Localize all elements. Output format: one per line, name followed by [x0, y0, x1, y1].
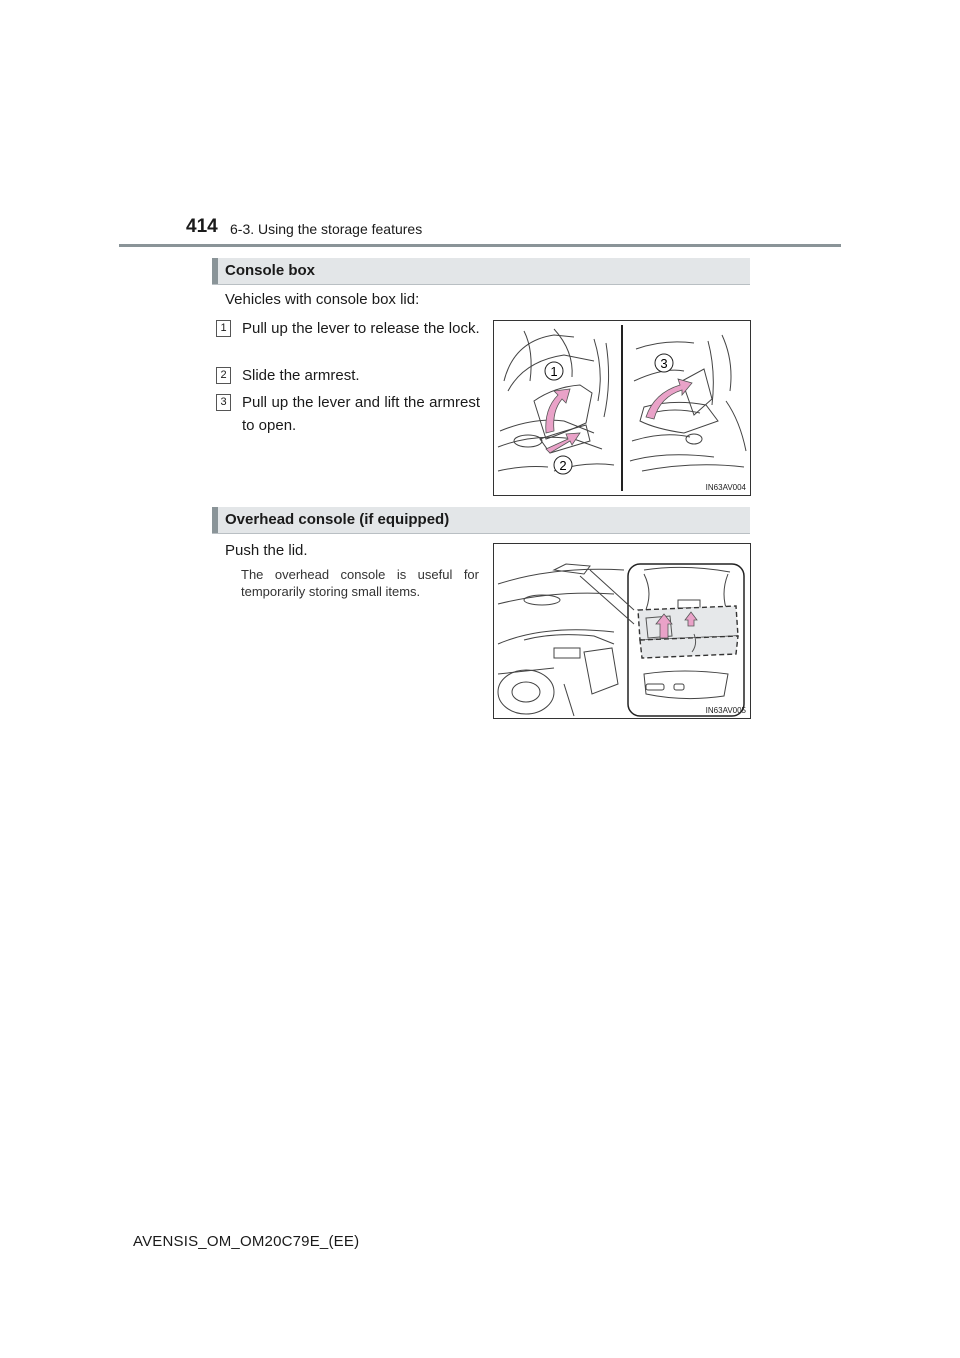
overhead-console-note: The overhead console is useful for temporarily storing small items.: [241, 567, 479, 599]
heading-bar: [212, 258, 218, 284]
step-number-2: 2: [216, 367, 231, 384]
footer-doc-id: AVENSIS_OM_OM20C79E_(EE): [133, 1233, 360, 1250]
overhead-console-intro: Push the lid.: [225, 542, 308, 559]
overhead-console-figure: [493, 543, 751, 719]
page-number: 414: [186, 216, 218, 237]
callout-2: 2: [559, 458, 567, 473]
console-box-heading: [212, 258, 750, 285]
step-text-1: Pull up the lever to release the lock.: [242, 320, 480, 337]
heading-bar: [212, 507, 218, 533]
section-reference: 6-3. Using the storage features: [230, 221, 423, 237]
callout-3: 3: [660, 356, 668, 371]
step-text-2: Slide the armrest.: [242, 367, 360, 384]
header-rule: [119, 244, 841, 247]
step-2: [216, 364, 480, 387]
step-number-3: 3: [216, 394, 231, 411]
step-text-3: Pull up the lever and lift the armrest to open.: [242, 394, 480, 434]
step-number-1: 1: [216, 320, 231, 337]
figure-code: IN63AV004: [705, 483, 746, 492]
figure-code: IN63AV005: [705, 706, 746, 715]
step-3: [216, 391, 480, 437]
step-1: [216, 317, 480, 340]
console-box-illustration: [494, 321, 750, 495]
console-box-heading-title: Console box: [225, 262, 316, 279]
callout-1: 1: [550, 364, 558, 379]
console-box-intro: Vehicles with console box lid:: [225, 291, 420, 308]
overhead-console-heading-title: Overhead console (if equipped): [225, 511, 450, 528]
console-box-figure: [493, 320, 751, 496]
overhead-console-heading: [212, 507, 750, 534]
overhead-console-illustration: [494, 544, 750, 718]
